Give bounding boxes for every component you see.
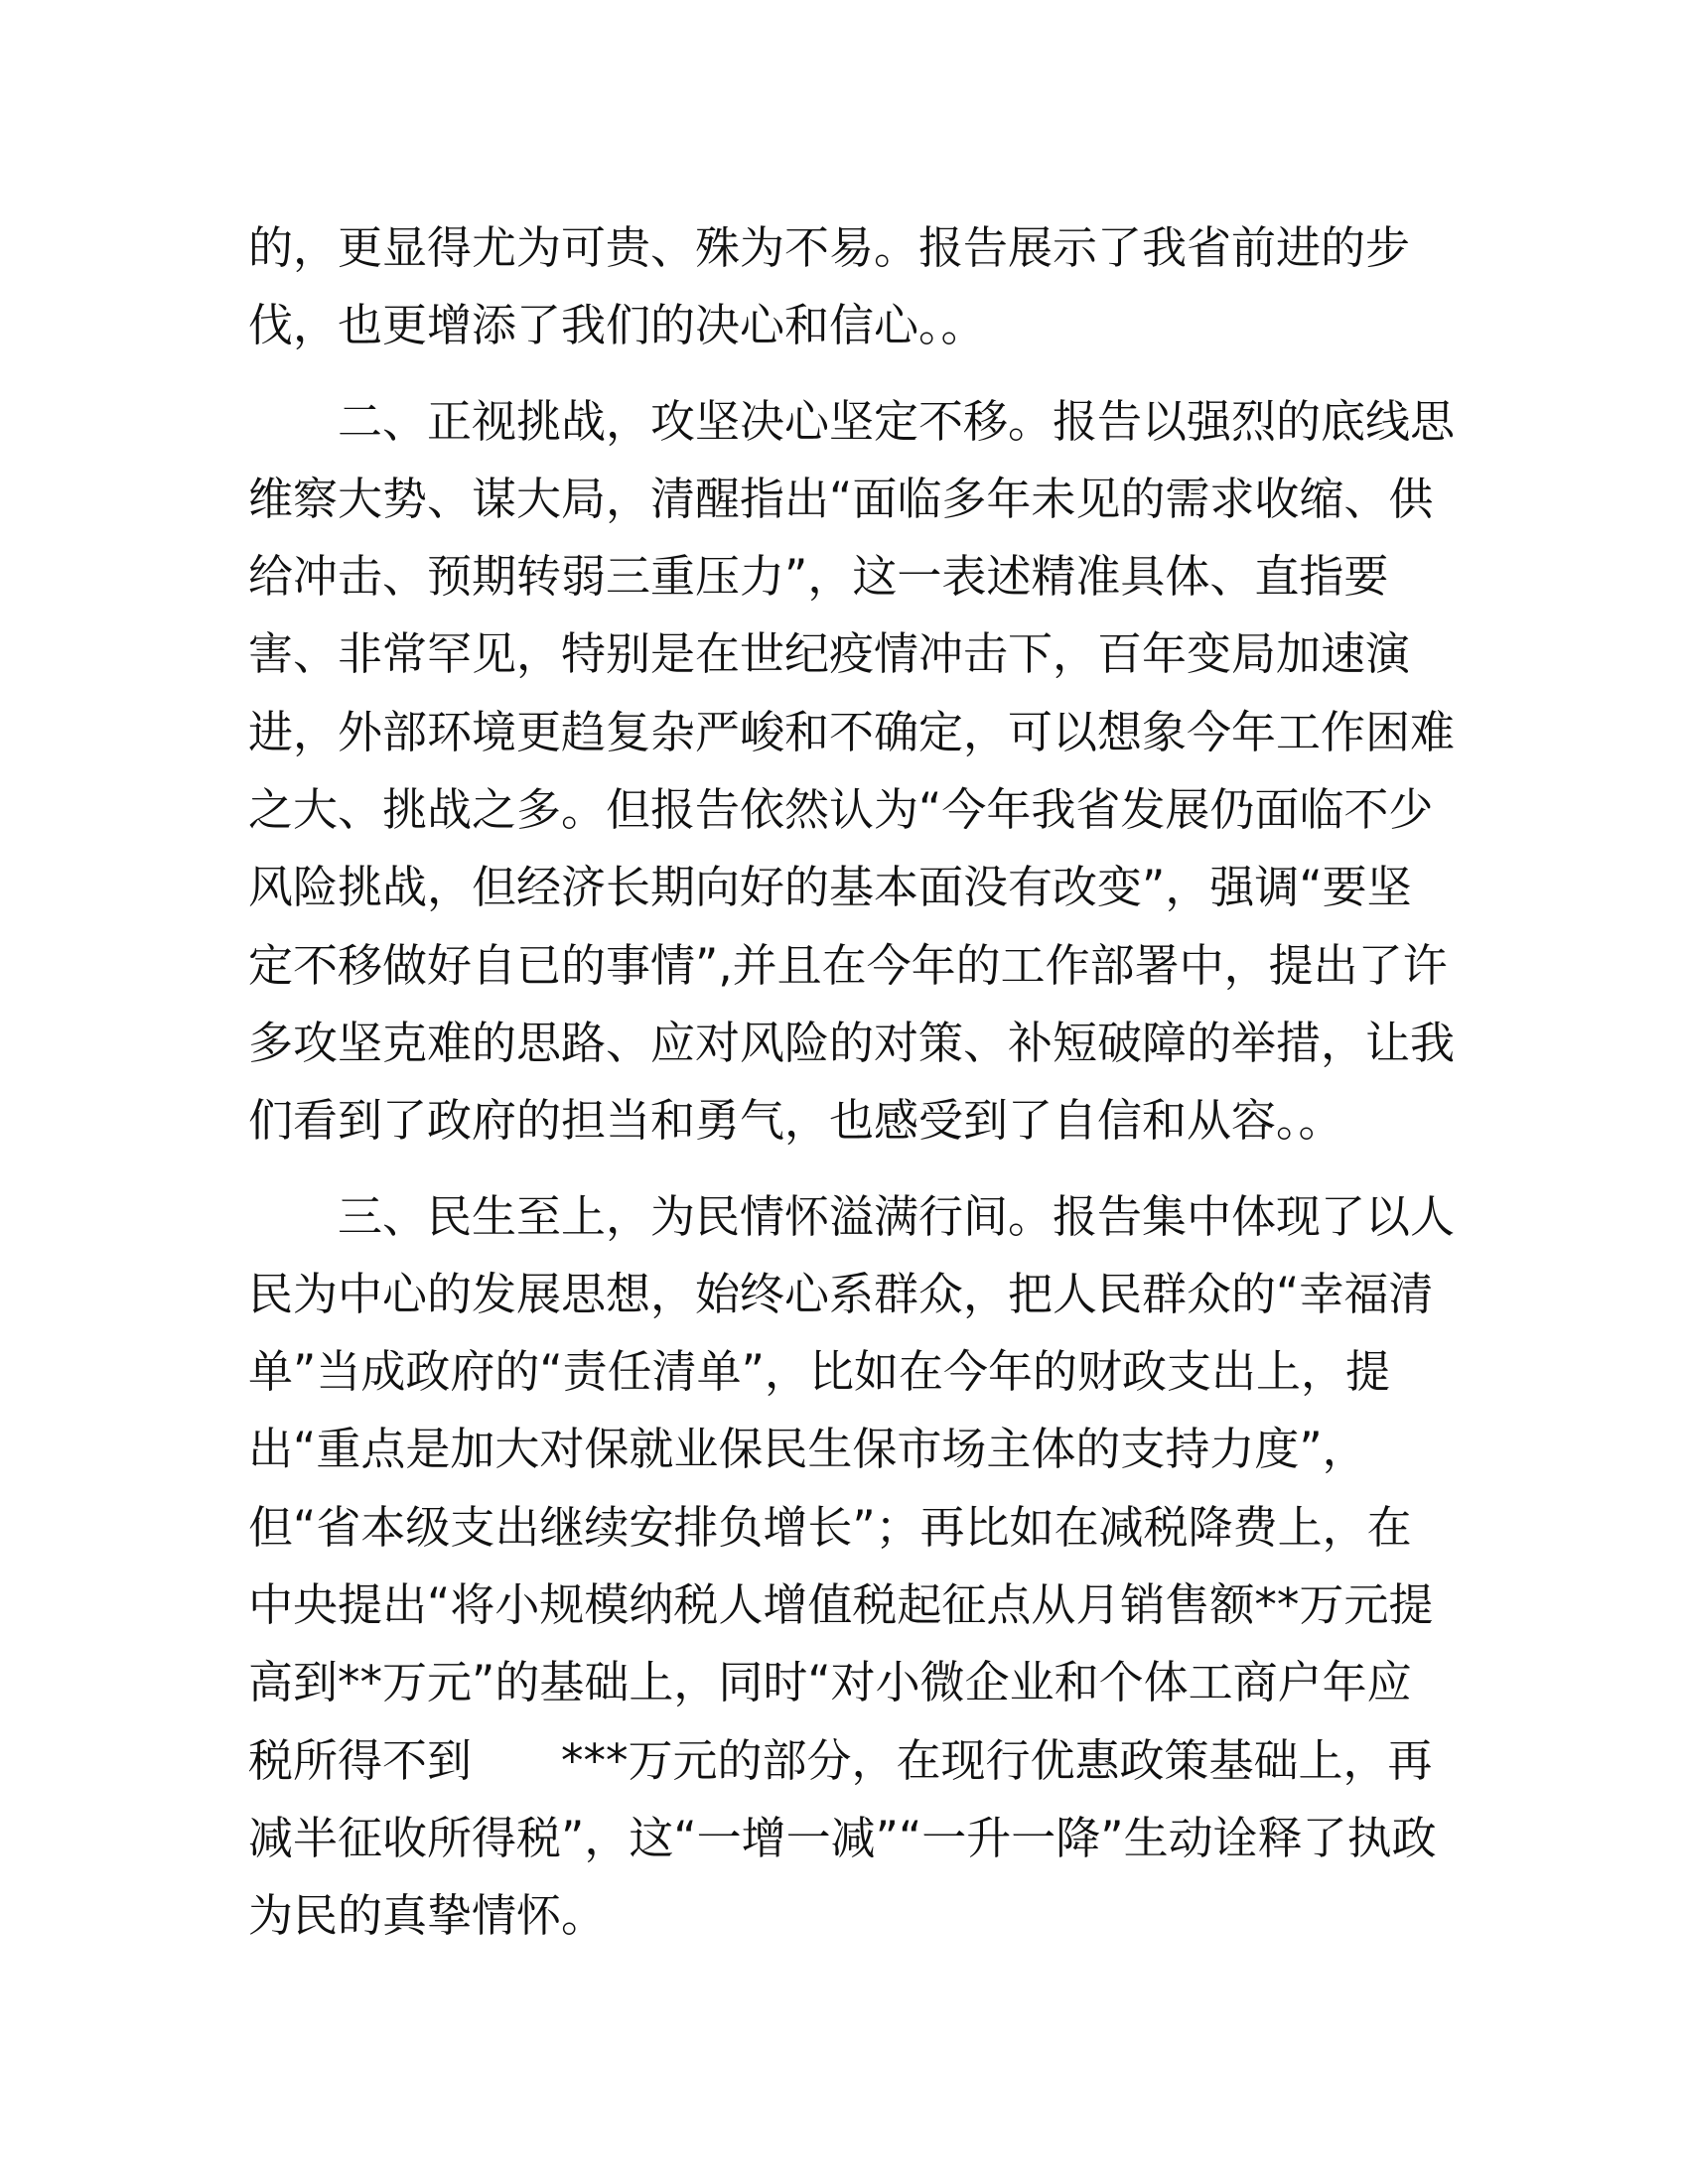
- text-line: 给冲击、预期转弱三重压力”，这一表述精准具体、直指要: [248, 550, 1389, 604]
- text-line: 的，更显得尤为可贵、殊为不易。报告展示了我省前进的步: [248, 221, 1411, 274]
- paragraph-3: [248, 1178, 1456, 1956]
- text-line: 民为中心的发展思想，始终心系群众，把人民群众的“幸福清: [248, 1267, 1434, 1320]
- paragraph-2: [248, 383, 1456, 1160]
- paragraph-spacing: [248, 365, 1440, 383]
- text-line: 多攻坚克难的思路、应对风险的对策、补短破障的举措，让我: [248, 1016, 1456, 1069]
- text-line: 风险挑战，但经济长期向好的基本面没有改变”，强调“要坚: [248, 861, 1412, 914]
- text-line: 减半征收所得税”，这“一增一减”“一升一降”生动诠释了执政: [248, 1811, 1437, 1864]
- text-line: 但“省本级支出继续安排负增长”；再比如在减税降费上，在: [248, 1500, 1412, 1554]
- text-line: 三、民生至上，为民情怀溢满行间。报告集中体现了以人: [248, 1189, 1456, 1243]
- text-line: 为民的真挚情怀。: [248, 1889, 607, 1943]
- text-line: 税所得不到 ***万元的部分，在现行优惠政策基础上，再: [248, 1733, 1433, 1787]
- text-line: 高到**万元”的基础上，同时“对小微企业和个体工商户年应: [248, 1656, 1412, 1709]
- text-line: 维察大势、谋大局，清醒指出“面临多年未见的需求收缩、供: [248, 472, 1434, 525]
- text-line: 单”当成政府的“责任清单”，比如在今年的财政支出上，提: [248, 1345, 1390, 1399]
- text-line: 害、非常罕见，特别是在世纪疫情冲击下，百年变局加速演: [248, 627, 1411, 681]
- text-line: 进，外部环境更趋复杂严峻和不确定，可以想象今年工作困难: [248, 705, 1456, 758]
- text-line: 二、正视挑战，攻坚决心坚定不移。报告以强烈的底线思: [248, 394, 1456, 448]
- document-body: [248, 209, 1456, 1956]
- text-line: 之大、挑战之多。但报告依然认为“今年我省发展仍面临不少: [248, 783, 1434, 837]
- paragraph-spacing: [248, 1160, 1440, 1178]
- text-line: 出“重点是加大对保就业保民生保市场主体的支持力度”，: [248, 1423, 1367, 1476]
- text-line: 们看到了政府的担当和勇气，也感受到了自信和从容。。: [248, 1094, 1343, 1148]
- text-line: 定不移做好自已的事情”,并且在今年的工作部署中，提出了许: [248, 938, 1448, 992]
- paragraph-1: [248, 209, 1440, 365]
- text-line: 中央提出“将小规模纳税人增值税起征点从月销售额**万元提: [248, 1578, 1434, 1632]
- text-line: 伐，也更增添了我们的决心和信心。。: [248, 299, 986, 352]
